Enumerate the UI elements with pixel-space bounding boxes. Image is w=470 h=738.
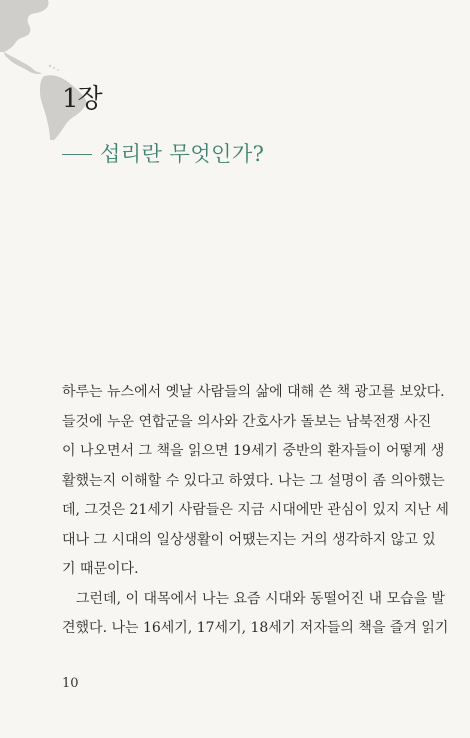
body-line: 활했는지 이해할 수 있다고 하였다. 나는 그 설명이 좀 의아했는 [62,472,445,489]
body-line: 기 때문이다. [62,561,139,577]
title-rule-divider [62,154,92,155]
body-line: 그런데, 이 대목에서 나는 요즘 시대와 동떨어진 내 모습을 발 [62,590,446,607]
chapter-title: 섭리란 무엇인가? [100,142,265,166]
chapter-number: 1장 [62,84,102,114]
body-line: 하루는 뉴스에서 옛날 사람들의 삶에 대해 쓴 책 광고를 보았다. [62,384,445,400]
body-line: 대나 그 시대의 일상생활이 어땠는지는 거의 생각하지 않고 있 [62,531,436,548]
globe-map-icon [0,0,120,140]
body-line: 데, 그것은 21세기 사람들은 지금 시대에만 관심이 있지 지난 세 [62,502,449,518]
page-number: 10 [62,676,79,691]
body-line: 이 나오면서 그 책을 읽으면 19세기 중반의 환자들이 어떻게 생 [62,443,445,459]
body-line: 들것에 누운 연합군을 의사와 간호사가 돌보는 남북전쟁 사진 [62,413,432,430]
body-text [62,378,449,644]
body-line: 견했다. 나는 16세기, 17세기, 18세기 저자들의 책을 즐겨 읽기 [62,620,449,636]
